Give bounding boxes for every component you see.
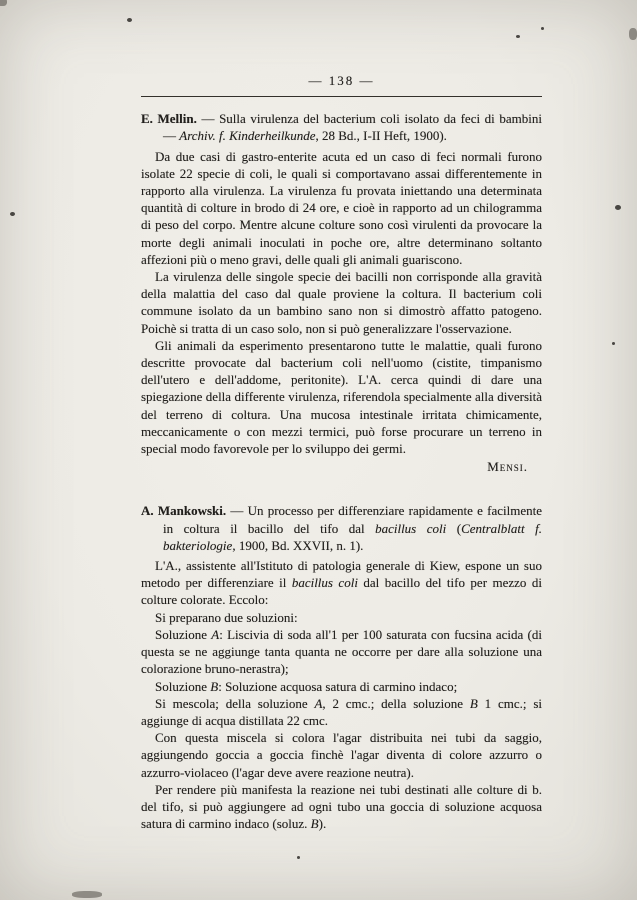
text-segment: — Un processo per differenziare rapidamente e facilmente in coltura il bacillo del tifo dal xyxy=(163,503,542,536)
text-segment: A xyxy=(314,695,323,711)
text-segment: Con questa miscela si colora l'agar distribuita nei tubi da saggio, aggiungendo goccia a goccia finchè l'agar diventa di colore azzurro o azzurro-violaceo (l'agar deve avere reazione neutra). xyxy=(141,730,542,780)
text-segment: Gli animali da esperimento presentarono tutte le malattie, quali furono descritte provocate dal bacterium coli nell'uomo (cistite, timpanismo dell'utero e dell'addome, peritonite). L'A. cerca quindi di dare una spiegazione della differente virulenza, riferendola specialmente alla diversità del terreno di coltura. Una mucosa intestinale irritata chimicamente, meccanicamente o con mezzi termici, può forse procurare un terreno in special modo favorevole per lo sviluppo dei germi. xyxy=(141,337,542,457)
text-segment: Si mescola; della soluzione xyxy=(155,695,315,711)
text-segment: A. Mankowski. xyxy=(141,503,227,519)
paragraph xyxy=(141,337,542,457)
text-segment: La virulenza delle singole specie dei bacilli non corrisponde alla gravità della malattia del caso dal quale proviene la coltura. Il bacterium coli commune isolato da un bambino sano non si dimostrò affatto patogeno. Poichè si tratta di un caso solo, non si può generalizzare l'osservazione. xyxy=(141,269,542,336)
scan-smudge xyxy=(0,0,7,6)
paragraph xyxy=(141,626,542,678)
divider-rule xyxy=(141,96,542,97)
paragraph xyxy=(141,729,542,781)
text-segment: Archiv. f. Kinderheilkunde xyxy=(179,128,316,144)
text-segment: Centralblatt f. bakteriologie xyxy=(163,520,542,553)
text-segment: L'A., assistente all'Istituto di patologia generale di Kiew, espone un suo metodo per differenziare il xyxy=(141,558,542,591)
text-segment: Da due casi di gastro-enterite acuta ed un caso di feci normali furono isolate 22 specie di coli, le quali si comportavano assai differentemente in rapporto alla virulenza. La virulenza fu provata iniettando una determinata quantità di colture in brodo di 24 ore, e cioè in rapporto ad un chilogramma di peso del corpo. Mentre alcune colture sono così virulenti da provocare la morte degli animali inoculati in poche ore, altre determinano soltanto affezioni più o meno gravi, delle quali gli animali guariscono. xyxy=(141,148,542,267)
paragraph xyxy=(141,678,542,695)
page-number: — 138 — xyxy=(308,73,375,88)
article-heading xyxy=(141,502,542,554)
scan-smudge xyxy=(629,28,637,40)
paragraph xyxy=(141,781,542,833)
text-segment: dal bacillo del tifo per mezzo di colture colorate. Eccolo: xyxy=(141,575,542,608)
text-segment: 1 cmc.; si aggiunge di acqua distillata 22 cmc. xyxy=(141,695,542,728)
text-segment: : Soluzione acquosa satura di carmino indaco; xyxy=(218,678,458,694)
author-signature: Mensi. xyxy=(487,459,528,475)
text-segment: , 1900, Bd. XXVII, n. 1). xyxy=(232,537,364,553)
scan-speck xyxy=(615,205,621,210)
paragraph xyxy=(141,557,542,609)
text-segment: bacillus coli xyxy=(291,575,358,591)
text-segment: , 2 cmc.; della soluzione xyxy=(322,695,470,711)
article-heading xyxy=(141,110,542,144)
scan-speck xyxy=(127,18,132,22)
scan-speck xyxy=(541,27,544,30)
scan-smudge xyxy=(72,891,102,898)
paragraph xyxy=(141,695,542,729)
text-segment: , 28 Bd., I-II Heft, 1900). xyxy=(315,128,447,144)
text-segment: : Liscivia di soda all'1 per 100 saturata con fucsina acida (di questa se ne aggiunge tanta quanta ne occorre per dare alla soluzione una colorazione bruno-nerastra); xyxy=(141,626,542,677)
article-entry-mellin xyxy=(141,110,542,475)
text-segment: Per rendere più manifesta la reazione nei tubi destinati alle colture di b. del tifo, si può aggiungere ad ogni tubo una goccia di soluzione acquosa satura di carmino indaco (soluz. xyxy=(141,781,542,832)
paragraph xyxy=(141,148,542,268)
text-segment: bacillus coli xyxy=(375,520,447,536)
text-block xyxy=(141,72,542,832)
text-segment: Si preparano due soluzioni: xyxy=(155,609,298,625)
text-segment: B xyxy=(310,816,319,832)
paragraph xyxy=(141,268,542,337)
text-segment: B xyxy=(210,678,219,694)
paragraph xyxy=(141,609,542,626)
text-segment: A xyxy=(211,626,220,642)
text-segment: B xyxy=(469,695,478,711)
text-segment: ). xyxy=(318,816,327,832)
article-entry-mankowski xyxy=(141,502,542,832)
text-segment: ( xyxy=(446,520,462,536)
scan-speck xyxy=(297,856,300,859)
text-segment: E. Mellin. xyxy=(141,111,197,127)
text-segment: — Sulla virulenza del bacterium coli isolato da feci di bambini — xyxy=(163,111,542,144)
scan-speck xyxy=(612,342,615,345)
scan-speck xyxy=(10,212,15,216)
scan-speck xyxy=(516,35,520,38)
text-segment: Soluzione xyxy=(155,678,211,694)
text-segment: Soluzione xyxy=(155,626,212,642)
